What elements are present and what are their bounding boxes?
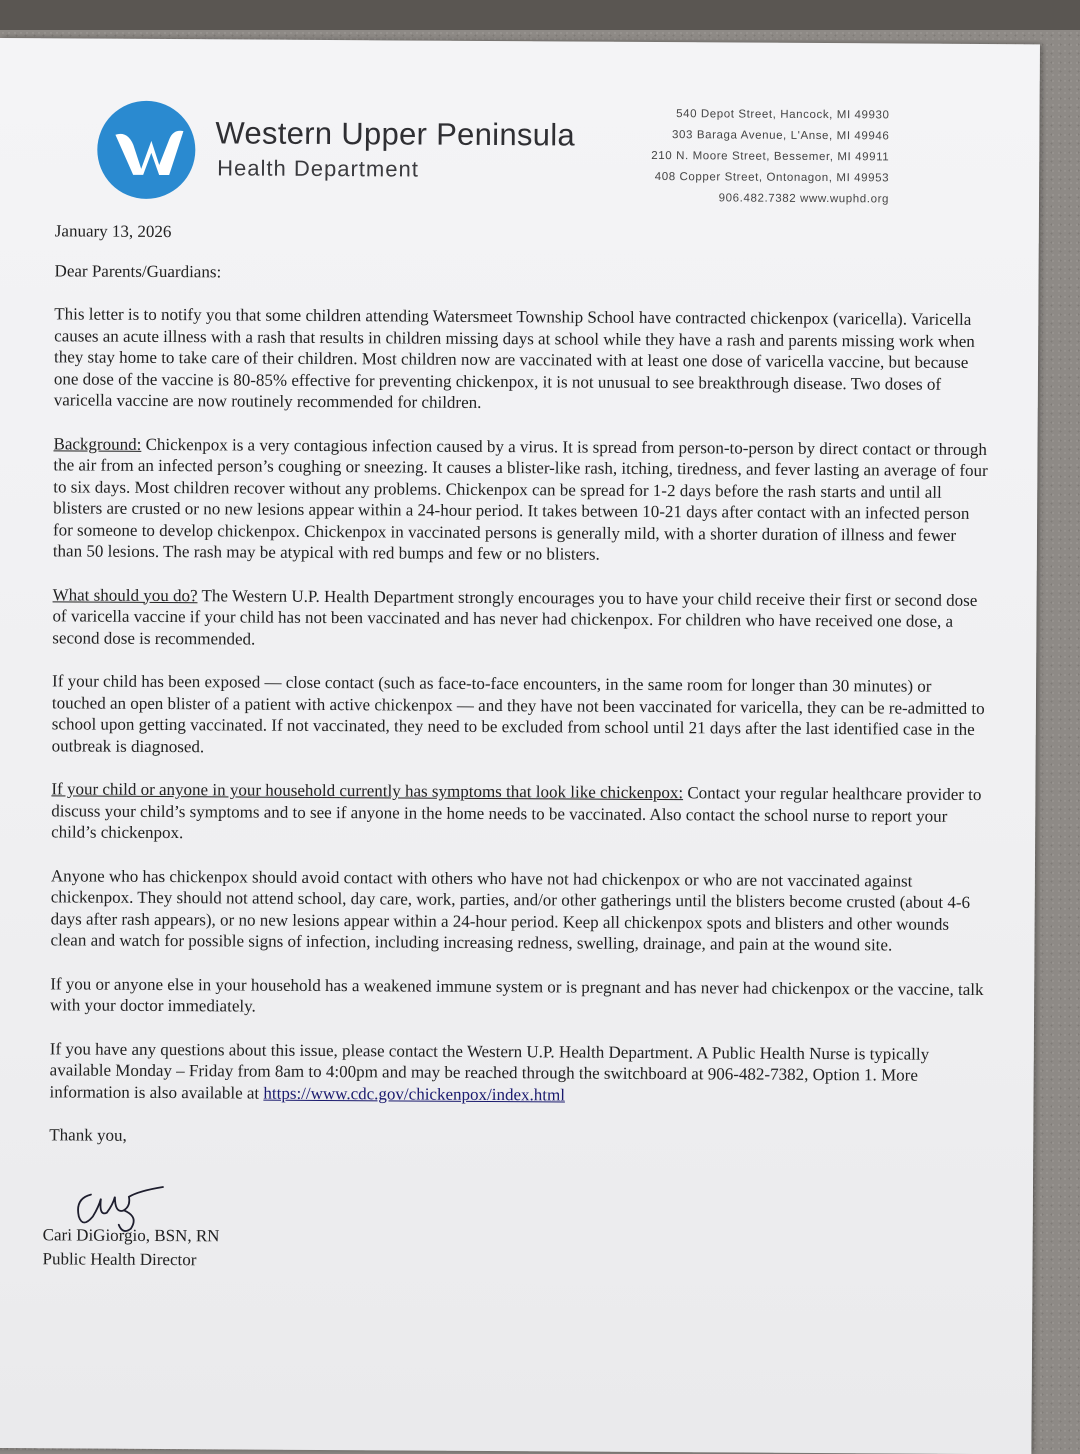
- what-to-do-body: The Western U.P. Health Department strongly encourages you to have your child receive their first or second dose of varicella vaccine if your child has not been vaccinated and has never had chickenpox. For children who have received one dose, a second dose is recommended.: [52, 585, 978, 649]
- wuphd-logo-icon: [97, 101, 196, 200]
- avoid-contact-paragraph: Anyone who has chickenpox should avoid contact with others who have not had chickenpox or who are not vaccinated against chickenpox. They should not attend school, day care, work, parties, and/or other gatherings until the blisters become crusted (about 4-6 days after rash appears), or no new lesions appear within a 24-hour period. Keep all chickenpox spots and blisters and other wounds clean and watch for possible signs of infection, including increasing redness, swelling, drainage, and pain at the wound site.: [50, 865, 971, 955]
- org-subtitle: Health Department: [217, 155, 419, 182]
- symptoms-body: Contact your regular healthcare provider to discuss your child’s symptoms and to see if anyone in the home needs to be vaccinated. Also contact the school nurse to report your child’s chickenpox.: [51, 783, 982, 843]
- what-to-do-heading: What should you do?: [52, 584, 198, 605]
- background-heading: Background:: [53, 433, 142, 454]
- address-hancock: 540 Depot Street, Hancock, MI 49930: [676, 108, 890, 122]
- signer-name: Cari DiGiorgio, BSN, RN: [42, 1224, 220, 1245]
- signature-block: [42, 1168, 984, 1284]
- questions-body: If you have any questions about this issue, please contact the Western U.P. Health Department. A Public Health Nurse is typically available Monday – Friday from 8am to 4:00pm and may be reached through the switchboard at 906-482-7382, Option 1. More information is also available at: [49, 1038, 930, 1103]
- closing: Thank you,: [49, 1125, 127, 1145]
- letter-date: January 13, 2026: [54, 221, 172, 242]
- address-lanse: 303 Baraga Avenue, L'Anse, MI 49946: [672, 129, 890, 143]
- desk-background-strip: [0, 0, 1080, 30]
- symptoms-paragraph: [51, 778, 986, 848]
- intro-paragraph: This letter is to notify you that some children attending Watersmeet Township School have contracted chickenpox (varicella). Varicella causes an acute illness with a rash that results in children missing days at school while they have a rash and parents missing work when they stay home to take care of their children. Most children now are vaccinated with at least one dose of varicella vaccine, but because one dose of the vaccine is 80-85% effective for preventing chickenpox, it is not unusual to see breakthrough disease. Two doses of varicella vaccine are now routinely recommended for children.: [53, 304, 975, 412]
- immune-paragraph: If you or anyone else in your household has a weakened immune system or is pregnant and has never had chickenpox or the vaccine, talk with your doctor immediately.: [50, 973, 984, 1016]
- exposed-paragraph: If your child has been exposed — close contact (such as face-to-face encounters, in the same room for longer than 30 minutes) or touched an open blister of a patient with active chickenpox — and they have not been vaccinated for varicella, they can be re-admitted to school upon getting vaccinated. If not vaccinated, they need to be excluded from school until 21 days after the last identified case in the outbreak is diagnosed.: [51, 671, 985, 756]
- what-to-do-paragraph: [52, 584, 987, 654]
- address-block: [619, 104, 890, 211]
- org-name: Western Upper Peninsula: [215, 115, 576, 153]
- signer-title: Public Health Director: [42, 1248, 197, 1269]
- letter-body: [42, 220, 989, 1283]
- questions-paragraph: [49, 1038, 984, 1108]
- letter-paper: [0, 38, 1040, 1454]
- address-ontonagon: 408 Copper Street, Ontonagon, MI 49953: [654, 171, 890, 185]
- symptoms-heading: If your child or anyone in your household currently has symptoms that look like chickenpox:: [51, 779, 684, 803]
- salutation: Dear Parents/Guardians:: [54, 260, 222, 281]
- phone-website: 906.482.7382 www.wuphd.org: [718, 192, 890, 206]
- cdc-link[interactable]: https://www.cdc.gov/chickenpox/index.html: [263, 1083, 566, 1104]
- background-paragraph: [53, 433, 989, 568]
- address-bessemer: 210 N. Moore Street, Bessemer, MI 49911: [651, 149, 890, 164]
- background-body: Chickenpox is a very contagious infection caused by a virus. It is spread from person-to-person by direct contact or through the air from an infected person’s coughing or sneezing. It causes a blister-like rash, itching, tiredness, and fever lasting an average of four to six days. Most children recover without any problems. Chickenpox can be spread for 1-2 days before the rash starts and until all blisters are crusted or no new lesions appear within a 24-hour period. It takes between 10-21 days after contact with an infected person for someone to develop chickenpox. Chickenpox in vaccinated persons is generally mild, with a shorter duration of illness and fewer than 50 lesions. The rash may be atypical with red bumps and few or no blisters.: [52, 434, 988, 564]
